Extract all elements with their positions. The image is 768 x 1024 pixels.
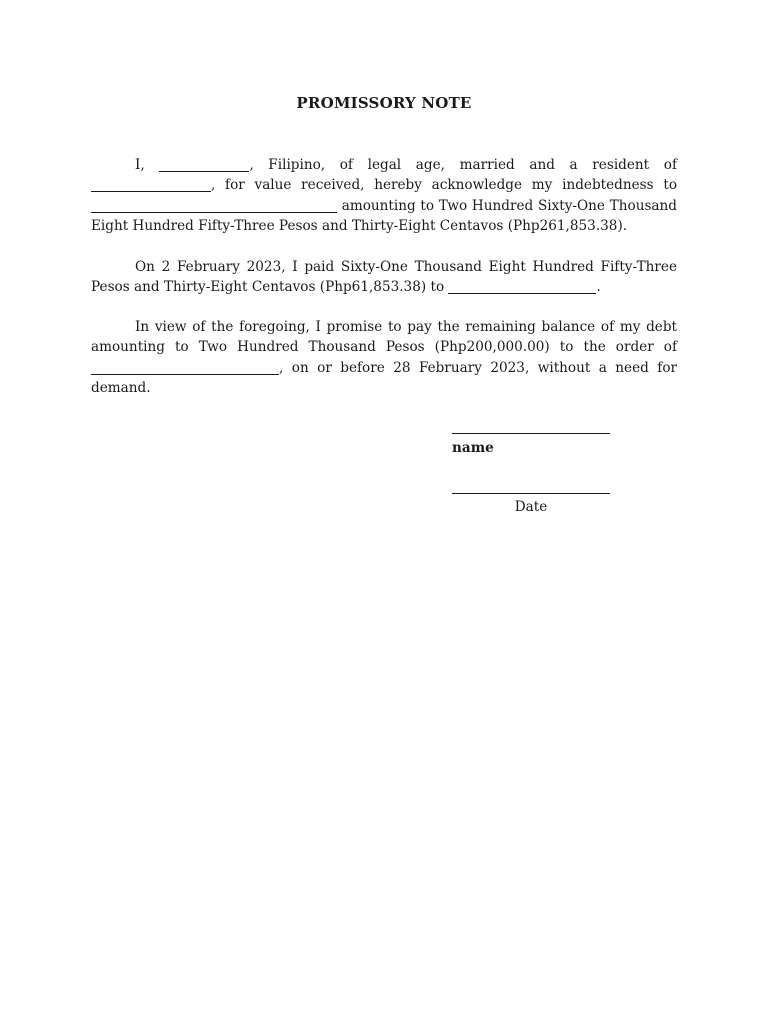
document-title: PROMISSORY NOTE — [296, 94, 472, 112]
paragraph-text: I, — [135, 157, 160, 173]
signature-line — [452, 433, 610, 434]
blank-residence-field — [91, 177, 211, 192]
paragraph-text: . — [596, 279, 601, 296]
paragraph-text: , on or before 28 February 2023, without a need for demand. — [91, 359, 677, 396]
date-line — [452, 493, 610, 494]
blank-name-field — [159, 157, 249, 172]
signature-date-label: Date — [514, 499, 548, 515]
paragraph-text: amounting to Two Hundred Sixty-One Thousand Eight Hundred Fifty-Three Pesos and Thirty-Eight Centavos (Php261,853.38). — [91, 197, 677, 234]
paragraph-identity — [91, 155, 677, 236]
blank-order-of-field — [91, 360, 279, 375]
blank-creditor-field — [91, 198, 337, 213]
signature-name-label: name — [452, 440, 494, 456]
paragraph-payment — [91, 257, 677, 298]
paragraph-text: , for value received, hereby acknowledge my indebtedness to — [211, 177, 677, 194]
paragraph-promise — [91, 317, 677, 398]
paragraph-text: , Filipino, of legal age, married and a resident of — [249, 157, 677, 173]
blank-payee-field — [448, 279, 596, 294]
paragraph-text: On 2 February 2023, I paid Sixty-One Thousand Eight Hundred Fifty-Three Pesos and Thirty-Eight Centavos (Php61,853.38) to — [91, 259, 677, 296]
paragraph-text: In view of the foregoing, I promise to pay the remaining balance of my debt amounting to Two Hundred Thousand Pesos (Php200,000.00) to the order of — [91, 319, 677, 356]
